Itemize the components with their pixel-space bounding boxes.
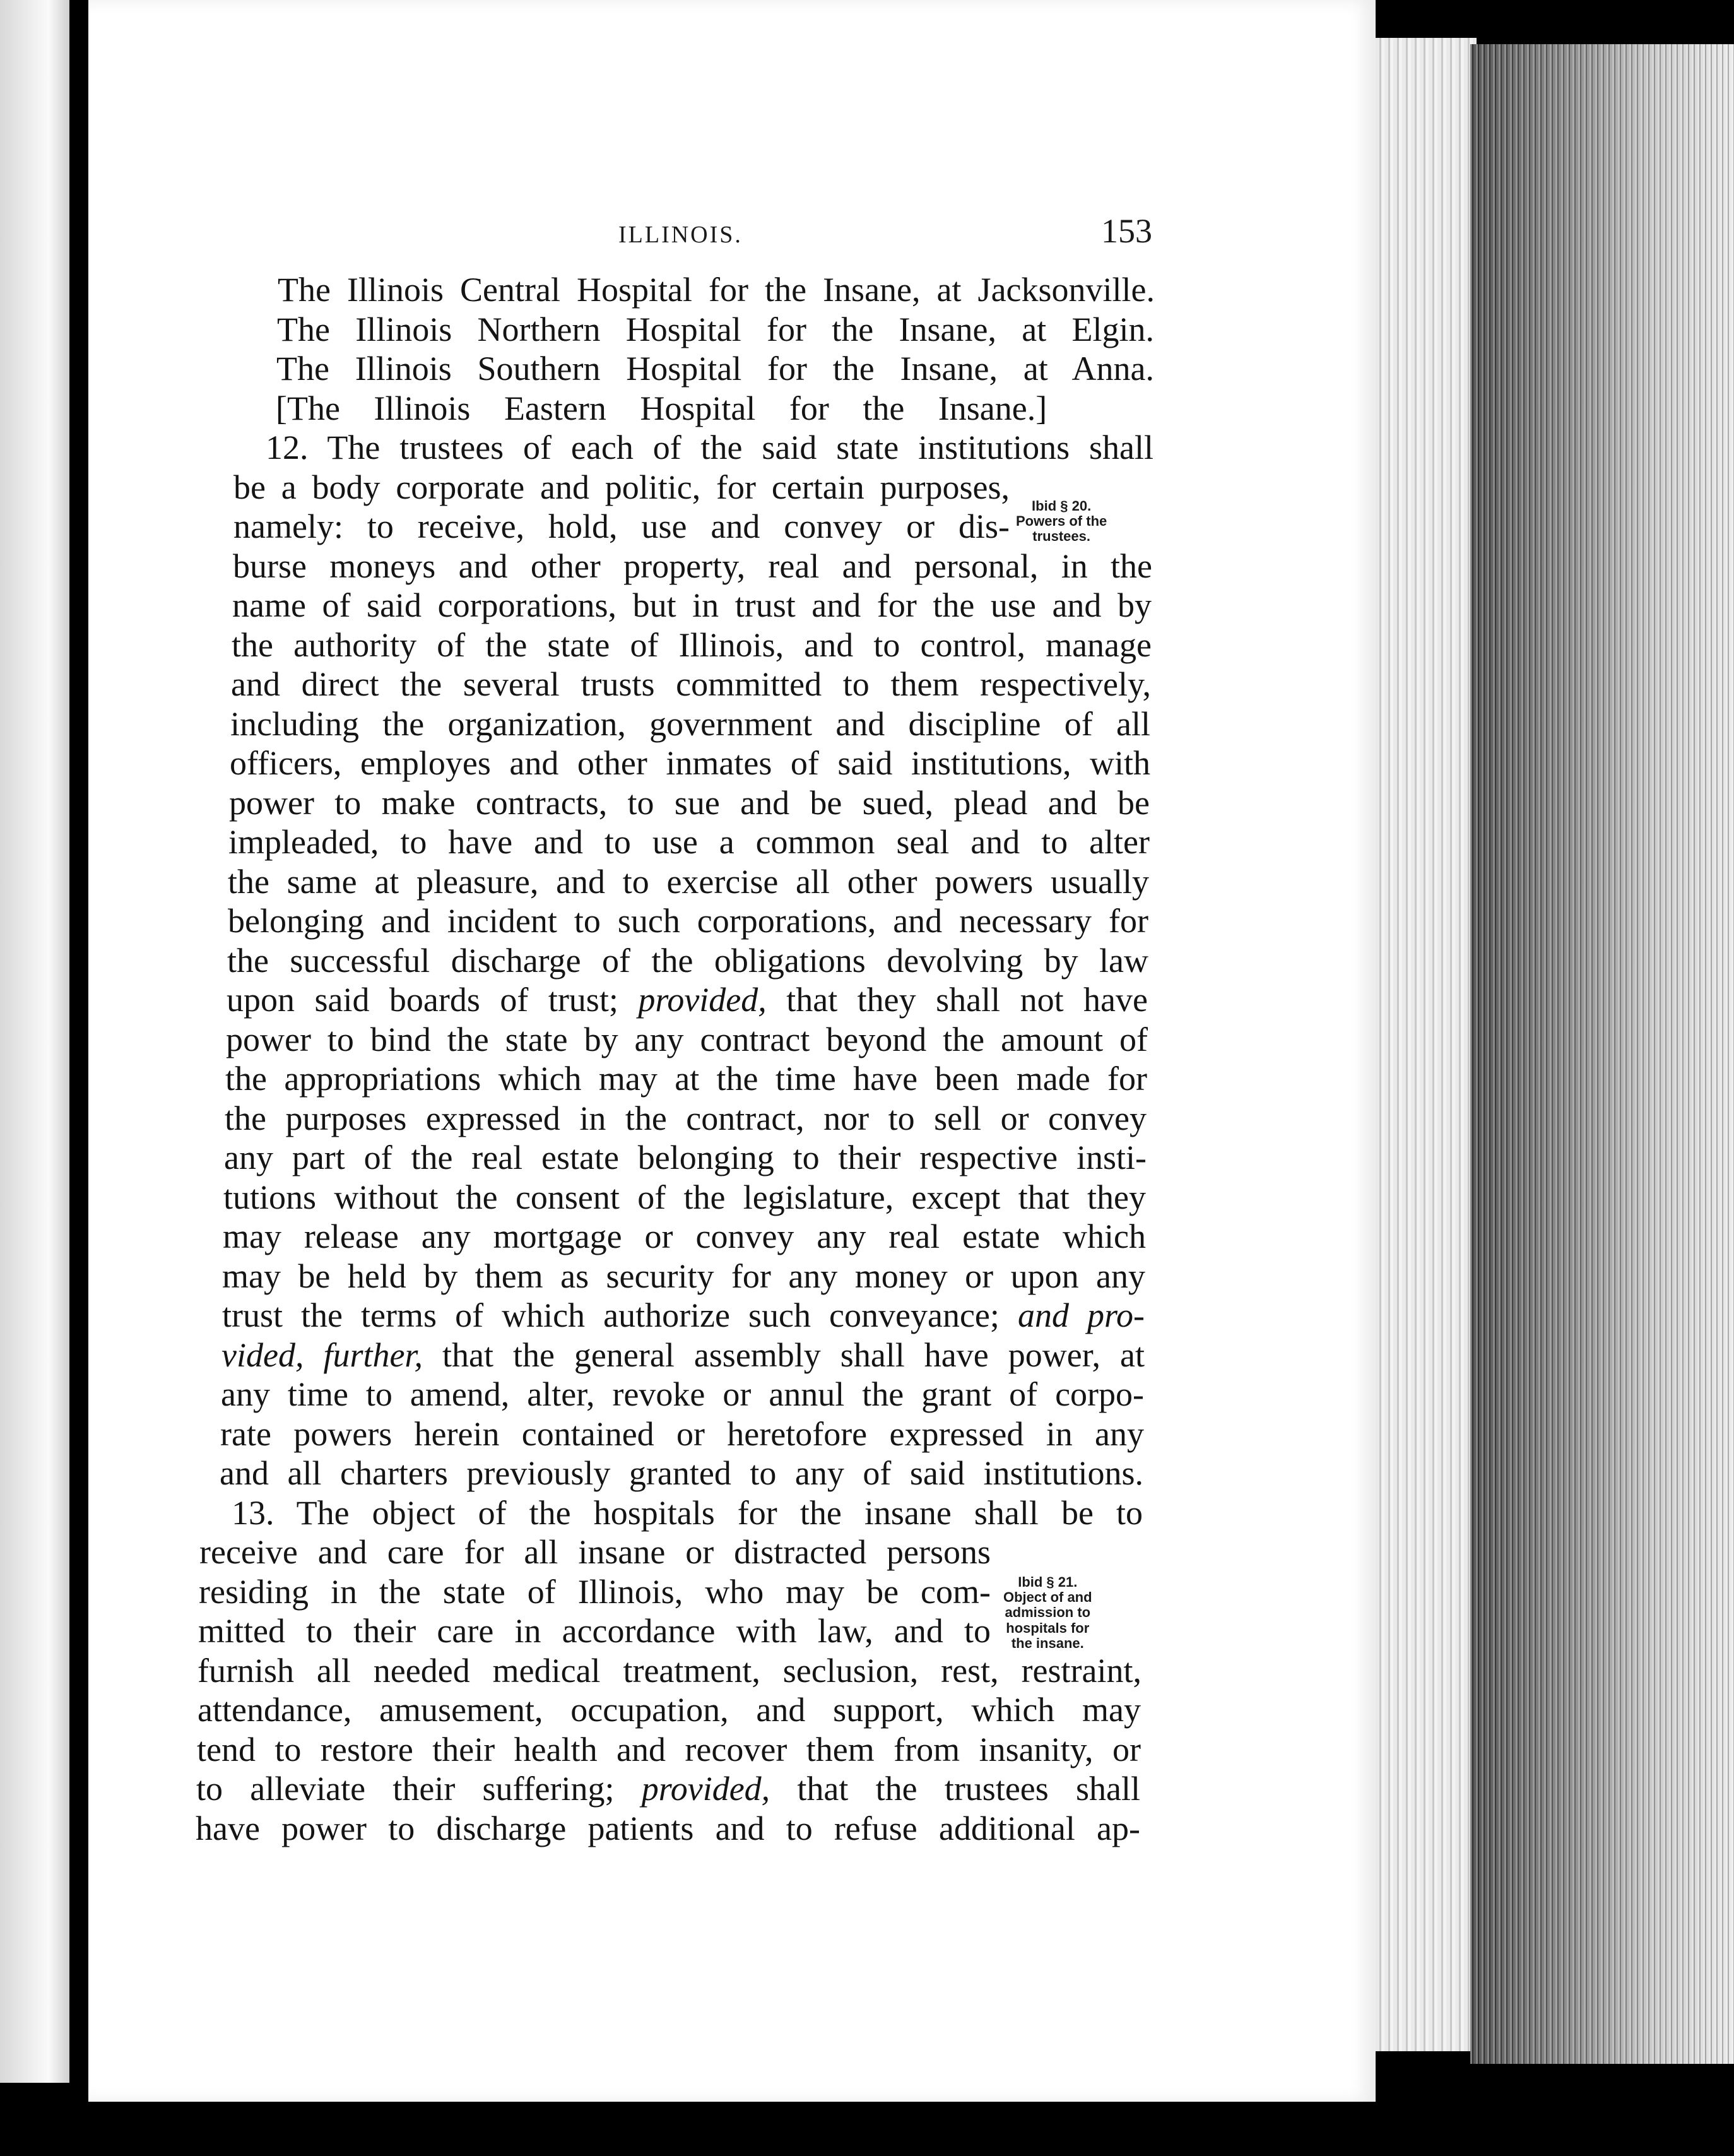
text-line: [The Illinois Eastern Hospital for the Insane.] <box>276 389 1047 427</box>
side-note-line: Powers of the <box>1016 513 1107 530</box>
side-note-ibid-20 <box>1016 499 1107 545</box>
page-stack-edge <box>1376 38 1477 2051</box>
text-line: and all charters previously granted to any of said institutions. <box>220 1454 1143 1492</box>
text-line: the successful discharge of the obligations devolving by law <box>227 942 1148 980</box>
side-note-ibid-21 <box>1003 1575 1092 1651</box>
text-line: tutions without the consent of the legislature, except that they <box>223 1178 1146 1216</box>
side-note-line: Ibid § 20. <box>1032 498 1092 514</box>
text-line: receive and care for all insane or distracted persons <box>199 1533 991 1571</box>
book-fore-edge <box>1470 44 1734 2064</box>
page-number: 153 <box>1101 212 1152 250</box>
text-line: have power to discharge patients and to refuse additional ap- <box>196 1810 1140 1847</box>
side-note-line: the insane. <box>1011 1635 1084 1651</box>
text-line: including the organization, government and discipline of all <box>230 705 1150 743</box>
text-line: may be held by them as security for any money or upon any <box>222 1257 1145 1295</box>
text-line: officers, employes and other inmates of said institutions, with <box>230 744 1150 782</box>
text-line: power to make contracts, to sue and be sued, plead and be <box>229 784 1150 822</box>
text-line: the purposes expressed in the contract, nor to sell or convey <box>225 1099 1147 1137</box>
text-line: power to bind the state by any contract beyond the amount of <box>226 1021 1148 1058</box>
text-line: tend to restore their health and recover them from insanity, or <box>197 1731 1141 1768</box>
text-line: vided, further, that the general assembly shall have power, at <box>221 1336 1145 1374</box>
side-note-line: trustees. <box>1032 528 1090 545</box>
text-line: attendance, amusement, occupation, and support, which may <box>198 1691 1141 1729</box>
text-line: any part of the real estate belonging to their respective insti- <box>224 1139 1147 1176</box>
text-line: The Illinois Southern Hospital for the Insane, at Anna. <box>276 350 1154 388</box>
text-line: name of said corporations, but in trust and for the use and by <box>232 586 1152 624</box>
text-line: 13. The object of the hospitals for the insane shall be to <box>232 1494 1143 1532</box>
text-line: trust the terms of which authorize such conveyance; and pro- <box>222 1296 1145 1334</box>
text-line: the same at pleasure, and to exercise all other powers usually <box>228 863 1149 901</box>
text-line: mitted to their care in accordance with law, and to <box>198 1612 991 1650</box>
text-line: the appropriations which may at the time have been made for <box>225 1060 1147 1098</box>
text-line: 12. The trustees of each of the said state institutions shall <box>266 429 1153 466</box>
side-note-line: admission to <box>1005 1604 1091 1621</box>
text-line: namely: to receive, hold, use and convey or dis- <box>233 507 1010 545</box>
text-line: burse moneys and other property, real and personal, in the <box>233 547 1152 585</box>
side-note-line: Ibid § 21. <box>1018 1574 1078 1590</box>
side-note-line: hospitals for <box>1006 1620 1090 1636</box>
text-line: The Illinois Northern Hospital for the Insane, at Elgin. <box>277 311 1154 348</box>
facing-page-edge <box>0 0 69 2083</box>
text-line: rate powers herein contained or heretofore expressed in any <box>220 1415 1144 1453</box>
text-line: upon said boards of trust; provided, that they shall not have <box>227 981 1148 1019</box>
text-line: and direct the several trusts committed to them respectively, <box>231 665 1151 703</box>
text-line: impleaded, to have and to use a common seal and to alter <box>228 823 1150 861</box>
text-line: The Illinois Central Hospital for the Insane, at Jacksonville. <box>278 271 1155 309</box>
running-head: ILLINOIS. <box>618 222 743 248</box>
text-line: residing in the state of Illinois, who may be com- <box>199 1573 991 1611</box>
side-note-line: Object of and <box>1003 1589 1092 1606</box>
text-line: furnish all needed medical treatment, seclusion, rest, restraint, <box>198 1652 1141 1690</box>
text-line: be a body corporate and politic, for certain purposes, <box>233 468 1010 506</box>
text-line: may release any mortgage or convey any real estate which <box>223 1217 1146 1255</box>
text-line: any time to amend, alter, revoke or annul the grant of corpo- <box>221 1375 1144 1413</box>
text-line: the authority of the state of Illinois, and to control, manage <box>232 626 1152 664</box>
text-line: belonging and incident to such corporations, and necessary for <box>228 902 1148 940</box>
text-line: to alleviate their suffering; provided, that the trustees shall <box>196 1770 1140 1808</box>
